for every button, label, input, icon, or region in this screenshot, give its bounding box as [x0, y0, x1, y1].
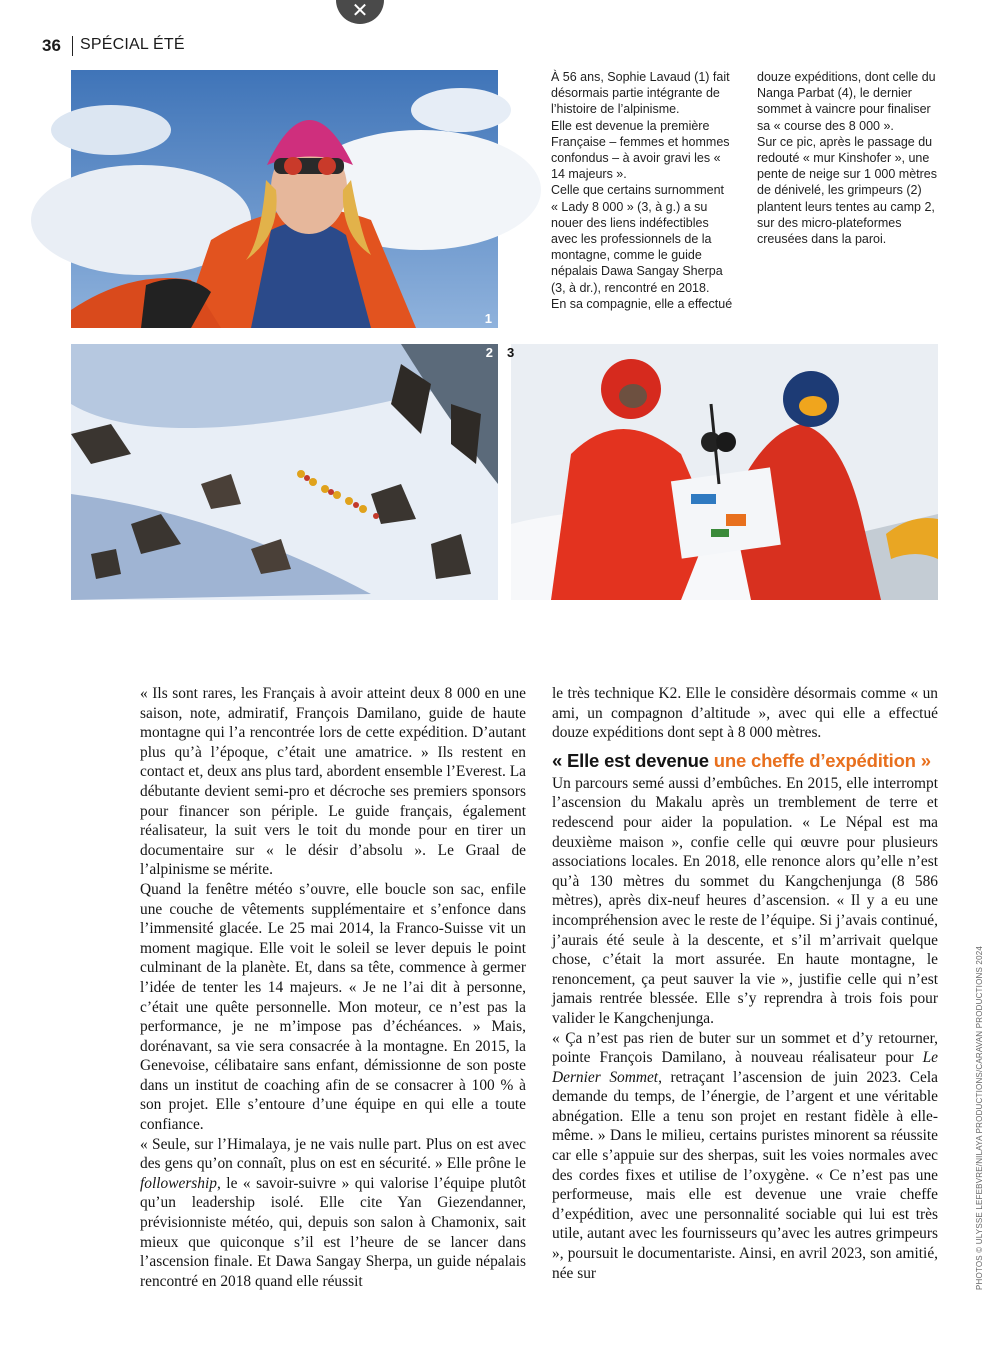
section-title: SPÉCIAL ÉTÉ [80, 36, 185, 53]
italic-term: followership [140, 1174, 217, 1192]
paragraph [140, 1135, 526, 1292]
paragraph: Un parcours semé aussi d’embûches. En 2015, elle interrompt l’ascension du Makalu après un tremblement de terre et redescend pour aider la population. « Le Népal est ma deuxième maison », confie celle qui œuvre pour plusieurs associations locales. En 2018, elle renonce alors qu’elle n’est qu’à 130 mètres du sommet du Kangchenjunga (8 586 mètres), après dix-neuf heures d’ascension. « Il y a eu une incompréhension avec le reste de l’équipe. Si j’avais continué, j’aurais été seule à la descente, et s’il m’arrivait quelque chose, c’était la mort assurée. En haute montagne, le renoncement, ça peut sauver la vie », justifie celle qui n’est jamais rentrée blessée. Elle s’y reprendra à trois fois pour valider le Kangchenjunga. [552, 774, 938, 1027]
text-run: « Ça n’est pas rien de buter sur un sommet et d’y retourner, pointe François Damilano, à nouveau réalisateur pour [552, 1029, 938, 1067]
subheading [552, 750, 938, 772]
photo-number-3: 3 [507, 345, 515, 360]
photo-snow-slope [71, 344, 498, 600]
subheading-text: « Elle est devenue [552, 749, 714, 771]
paragraph: « Ils sont rares, les Français à avoir atteint deux 8 000 en une saison, note, admiratif, François Damilano, guide de haute montagne qui l’a rencontrée lors de cette expédition. D’autant plus qu’à l’époque, c’était une amatrice. » Ils restent en contact et, deux ans plus tard, abordent ensemble l’Everest. La débutante devient semi-pro et décroche ses premiers sponsors pour financer son périple. Le guide français, également réalisateur, la suit vers le toit du monde pour en tirer un documentaire sur « le désir d’absolu ». Le Graal de l’alpinisme se mérite. [140, 685, 526, 879]
text-run: , retraçant l’ascension de juin 2023. Cela demande du temps, de l’énergie, de l’argent et une véritable abnégation. Elle a tenu son projet en restant fidèle à elle-même. » Dans le milieu, certains puristes minorent sa réussite car elle s’appuie sur des sherpas, suit les voies normales avec des cordes fixes et utilise de l’oxygène. « Ce n’est pas une performeuse, mais elle est devenue une vraie cheffe d’expédition, avec une personnalité sociable qui lui est très utile, autant avec les fournisseurs qu’avec les autres grimpeurs », poursuit le documentariste. Ainsi, en avril 2023, son amitié, née sur [552, 1068, 938, 1282]
subheading-accent: une cheffe d’expédition » [713, 749, 931, 771]
close-icon: ✕ [351, 0, 369, 22]
photo-summit [507, 344, 938, 600]
caption-left [551, 69, 734, 312]
header-divider [72, 36, 73, 56]
caption-line: Celle que certains surnomment « Lady 8 000 » (3, à g.) a su nouer des liens indéfectibles avec les professionnels de la montagne, comme le guide népalais Dawa Sangay Sherpa (3, à dr.), rencontré en 2018. [551, 183, 724, 295]
photo-number-2: 2 [485, 345, 493, 360]
caption-right [757, 69, 940, 247]
caption-line: À 56 ans, Sophie Lavaud (1) fait désormais partie intégrante de l’histoire de l’alpinisme. [551, 70, 730, 117]
photo-number-1: 1 [484, 311, 492, 326]
caption-line: En sa compagnie, elle a effectué [551, 296, 733, 311]
italic-title: Le Dernier Sommet [552, 1049, 938, 1086]
article-column-1 [140, 684, 526, 1291]
photo-portrait [71, 70, 498, 328]
page-number: 36 [42, 36, 61, 55]
paragraph: le très technique K2. Elle le considère désormais comme « un ami, un compagnon d’altitude », avec qui elle a effectué douze expéditions dont sept à 8 000 mètres. [552, 685, 938, 742]
paragraph [552, 1029, 938, 1284]
text-run: , le « savoir-suivre » qui valorise l’équipe plutôt qu’un leadership isolé. Elle cite Yan Giezendanner, prévisionniste météo, qui, depuis son salon à Chamonix, sait mieux que quiconque s’il est l’heure de se lancer dans l’ascension finale. Et Dawa Sangay Sherpa, un guide népalais rencontré en 2018 quand elle réussit [140, 1174, 526, 1290]
photo-credit: PHOTOS © ULYSSE LEFEBVRE/NILAYA PRODUCTIONS/CARAVAN PRODUCTIONS 2024 [975, 945, 984, 1290]
paragraph: Quand la fenêtre météo s’ouvre, elle boucle son sac, enfile une couche de vêtements supplémentaire et s’enfonce dans l’immensité glacée. Le 25 mai 2014, la Franco-Suisse vit un moment magique. Elle voit le soleil se lever depuis le point culminant de la planète. Et, dans sa tête, commence à germer l’idée de tenter les 14 majeurs. « Je ne l’ai dit à personne, c’était une quête personnelle. Mon moteur, ce n’est pas la performance, je ne m’impose pas d’échéances. » Mais, dorénavant, sa vie sera consacrée à la montagne. En 2015, la Genevoise, célibataire sans enfant, démissionne de son poste dans un institut de coaching afin de se consacrer à 100 % à son projet. Elle s’entoure d’une équipe en qui elle a toute confiance. [140, 880, 526, 1134]
caption-line: Sur ce pic, après le passage du redouté « mur Kinshofer », une pente de neige sur 1 000 mètres de dénivelé, les grimpeurs (2) plantent leurs tentes au camp 2, sur des micro-plateformes creusées dans la paroi. [757, 134, 937, 247]
caption-line: Elle est devenue la première Française – femmes et hommes confondus – à avoir gravi les « 14 majeurs ». [551, 118, 730, 182]
text-run: « Seule, sur l’Himalaya, je ne vais nulle part. Plus on est avec des gens qu’on connaît, plus on est en sécurité. » Elle prône le [140, 1135, 526, 1173]
article-column-2 [552, 684, 938, 1283]
close-button[interactable] [336, 0, 384, 24]
caption-line: douze expéditions, dont celle du Nanga Parbat (4), le dernier sommet à vaincre pour finaliser sa « course des 8 000 ». [757, 70, 936, 133]
